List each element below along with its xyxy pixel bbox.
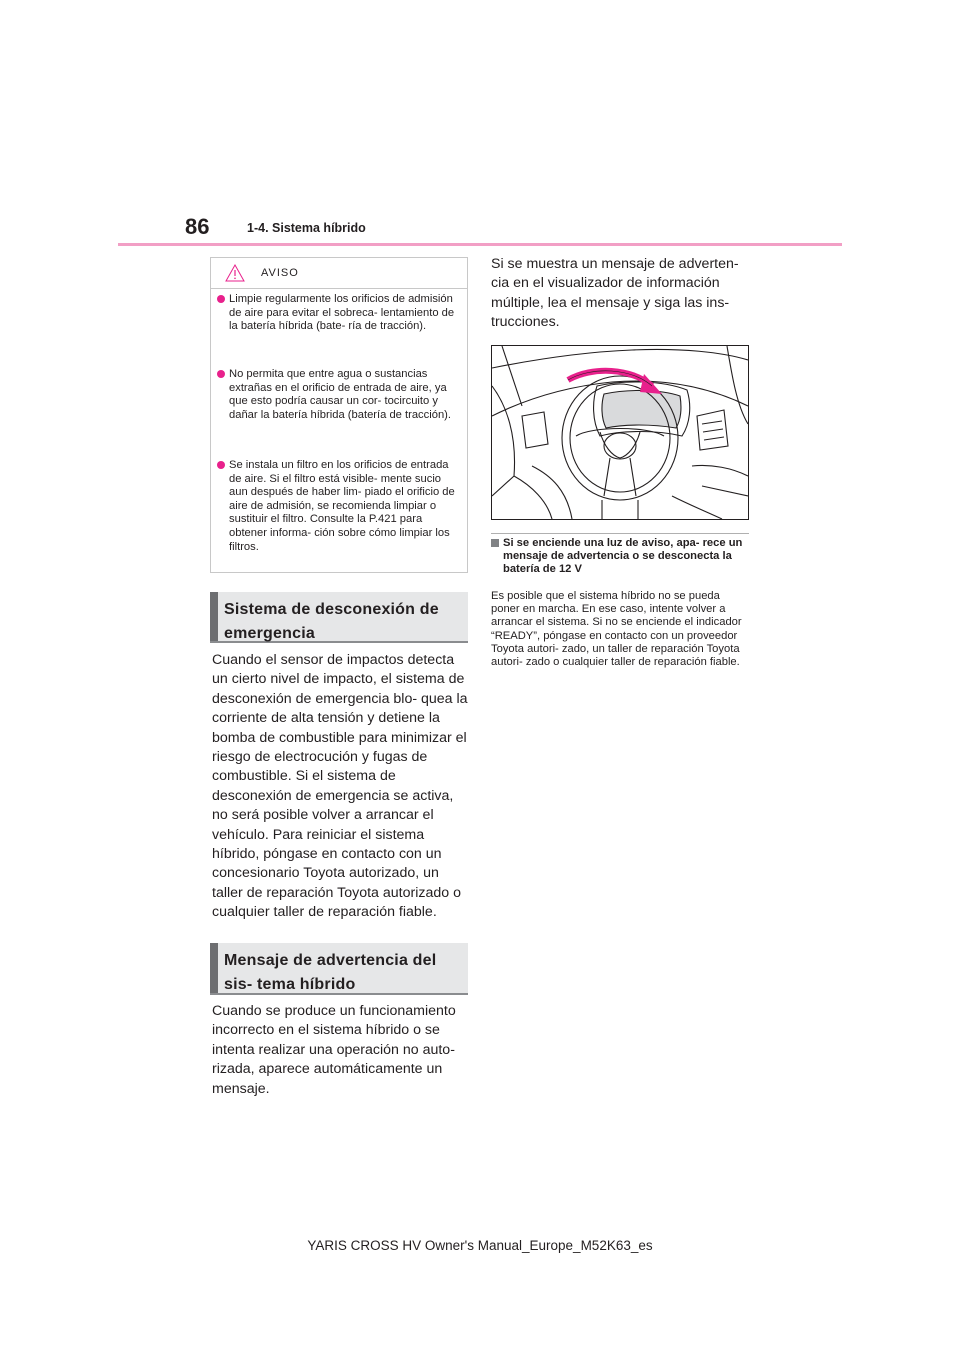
right-intro: Si se muestra un mensaje de adverten- cia en el visualizador de información múltiple, lea el mensaje y siga las ins- trucciones. <box>491 256 739 331</box>
section-heading-text: Sistema de desconexión de emergencia <box>224 601 439 642</box>
warning-item-text: Limpie regularmente los orificios de admisión de aire para evitar el sobreca- lentamiento de la batería híbrida (bate- ría de tracción). <box>229 293 455 333</box>
page-footer: YARIS CROSS HV Owner's Manual_Europe_M52K63_es <box>307 1238 653 1253</box>
bullet-icon <box>217 461 225 469</box>
square-bullet-icon <box>491 539 499 547</box>
warning-triangle-icon <box>225 264 245 287</box>
note-body: Es posible que el sistema híbrido no se pueda poner en marcha. En ese caso, intente volver a arrancar el sistema. Si no se enciende el indicador “READY”, póngase en contacto con un proveedor Toyota autori- zado, un taller de reparación Toyota autori- zado o cualquier taller de reparación fiable. <box>491 590 742 669</box>
illustration-divider <box>491 533 749 534</box>
warning-item-text: No permita que entre agua o sustancias extrañas en el orificio de entrada de aire, ya que esto podría causar un cor- tocircuito y dañar la batería híbrida (batería de tracción). <box>229 368 452 421</box>
section-heading-text: Mensaje de advertencia del sis- tema híbrido <box>224 952 437 993</box>
section-heading-emergency <box>210 592 468 643</box>
bullet-icon <box>217 295 225 303</box>
section-heading-warning-message <box>210 943 468 995</box>
page-number: 86 <box>185 214 210 239</box>
warning-header <box>211 258 467 289</box>
warning-item <box>217 459 461 554</box>
header-divider <box>118 243 842 246</box>
emergency-body: Cuando el sensor de impactos detecta un cierto nivel de impacto, el sistema de desconexión de emergencia blo- quea la corriente de alta tensión y detiene la bomba de combustible para minimizar el riesgo de electrocución y fugas de combustible. Si el sistema de desconexión de emergencia se activa, no será posible volver a arrancar el vehículo. Para reiniciar el sistema híbrido, póngase en contacto con un concesionario Toyota autorizado, un taller de reparación Toyota autorizado o cualquier taller de reparación fiable. <box>212 652 468 921</box>
warning-title: AVISO <box>261 267 299 279</box>
warning-item <box>217 293 461 334</box>
note-heading-text: Si se enciende una luz de aviso, apa- rece un mensaje de advertencia o se desconecta la batería de 12 V <box>503 537 743 576</box>
warning-item <box>217 368 461 422</box>
bullet-icon <box>217 370 225 378</box>
warning-item-text: Se instala un filtro en los orificios de entrada de aire. Si el filtro está visible- mente sucio aun después de haber lim- piado el orificio de aire de admisión, se recomienda limpiar o sustituir el filtro. Consulte la P.421 para obtener informa- ción sobre cómo limpiar los filtros. <box>229 459 455 553</box>
dashboard-illustration <box>491 345 749 520</box>
warning-message-body: Cuando se produce un funcionamiento incorrecto en el sistema híbrido o se intenta realizar una operación no auto- rizada, aparece automáticamente un mensaje. <box>212 1003 456 1097</box>
chapter-title: 1-4. Sistema híbrido <box>247 221 366 235</box>
warning-box <box>210 257 468 573</box>
note-heading <box>491 537 749 577</box>
